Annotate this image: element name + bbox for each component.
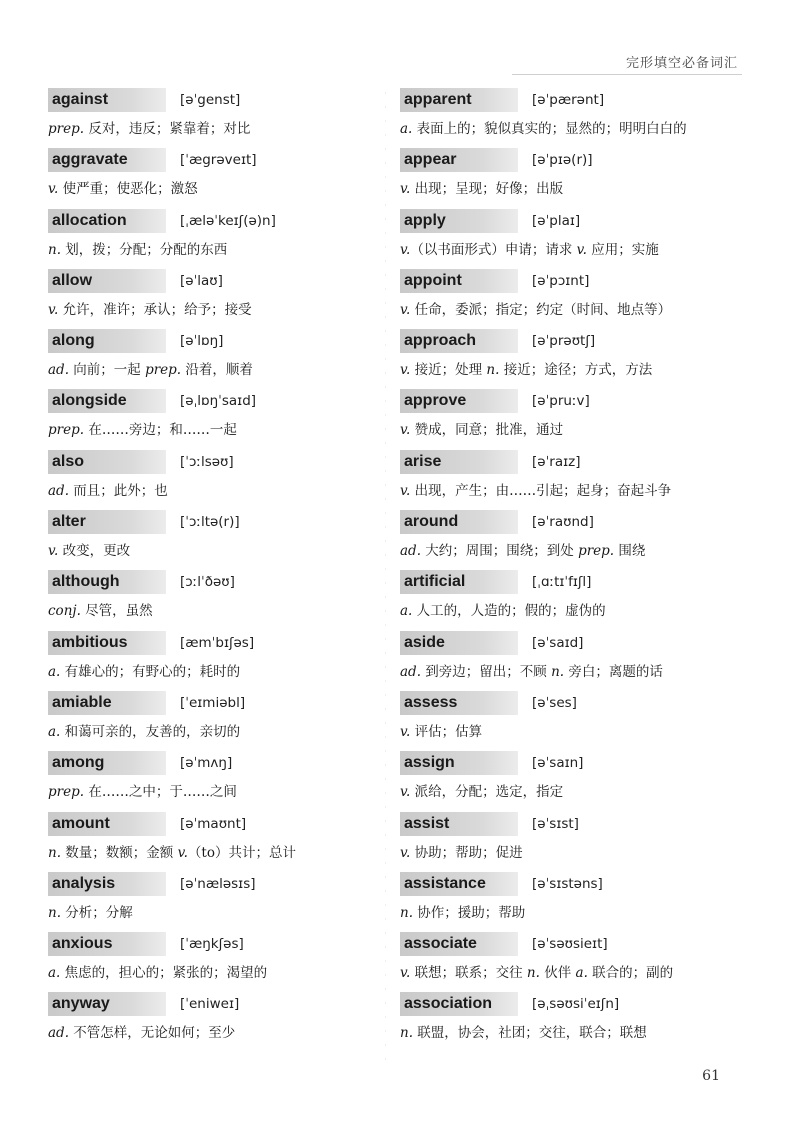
phonetic: [əˈlɒŋ]	[180, 333, 224, 350]
part-of-speech: ad.	[48, 482, 69, 499]
part-of-speech: v.	[400, 301, 411, 318]
definition	[400, 117, 687, 137]
phonetic: [əˈmʌŋ]	[180, 755, 233, 772]
headword: approve	[400, 389, 518, 413]
definition	[48, 358, 253, 378]
part-of-speech: ad.	[48, 362, 69, 379]
part-of-speech: a.	[575, 965, 588, 982]
part-of-speech: v.	[48, 181, 59, 198]
part-of-speech: v.	[400, 844, 411, 861]
entry-head	[48, 872, 378, 896]
definition-text: 不管怎样，无论如何；至少	[68, 1025, 236, 1042]
definition-text: 评估；估算	[410, 723, 483, 740]
entry-head	[48, 450, 378, 474]
definition	[48, 1021, 235, 1041]
entry-head	[48, 389, 378, 413]
vocab-entry	[48, 812, 378, 872]
definition	[48, 780, 237, 800]
definition-text: 协助；帮助；促进	[410, 844, 523, 861]
headword: artificial	[400, 570, 518, 594]
entry-head	[400, 329, 730, 353]
definition	[48, 177, 198, 197]
definition-text: 出现，产生；由……引起；起身；奋起斗争	[410, 482, 672, 499]
part-of-speech: v.	[400, 965, 411, 982]
headword: apply	[400, 209, 518, 233]
phonetic: [əˈnæləsɪs]	[180, 875, 256, 892]
phonetic: [əˈsəʊsieɪt]	[532, 936, 608, 953]
part-of-speech: n.	[48, 844, 61, 861]
part-of-speech: v.	[400, 422, 411, 439]
definition-text: 联想；联系；交往	[410, 965, 527, 982]
definition-text: 协作；援助；帮助	[413, 904, 526, 921]
phonetic: [ˈɔːltə(r)]	[180, 514, 240, 531]
phonetic: [ˌɑːtɪˈfɪʃl]	[532, 574, 592, 591]
vocab-entry	[400, 992, 730, 1052]
headword: analysis	[48, 872, 166, 896]
part-of-speech: v.	[400, 181, 411, 198]
phonetic: [əˈlaʊ]	[180, 272, 223, 289]
phonetic: [əˈsaɪd]	[532, 634, 584, 651]
definition-text: 伙伴	[539, 965, 576, 982]
part-of-speech: v.	[400, 784, 411, 801]
definition-text: 而且；此外；也	[68, 482, 168, 499]
part-of-speech: v.	[48, 543, 59, 560]
entry-head	[400, 209, 730, 233]
definition	[400, 961, 673, 981]
vocab-entry	[48, 389, 378, 449]
part-of-speech: ad.	[400, 543, 421, 560]
definition	[48, 238, 227, 258]
phonetic: [əˈpɔɪnt]	[532, 272, 590, 289]
definition-text: 反对，违反；紧靠着；对比	[84, 121, 251, 137]
entry-head	[400, 389, 730, 413]
phonetic: [əˈmaʊnt]	[180, 815, 247, 832]
part-of-speech: n.	[400, 904, 413, 921]
vocab-entry	[400, 570, 730, 630]
definition-text: 向前；一起	[68, 362, 146, 379]
headword: amiable	[48, 691, 166, 715]
headword: against	[48, 88, 166, 112]
definition-text: 数量；数额；金额	[61, 844, 178, 861]
entry-head	[400, 872, 730, 896]
headword: assist	[400, 812, 518, 836]
definition-text: 大约；周围；围绕；到处	[420, 543, 579, 560]
part-of-speech: conj.	[48, 603, 81, 620]
phonetic: [əˈpɪə(r)]	[532, 152, 593, 169]
phonetic: [əˈpruːv]	[532, 393, 590, 410]
part-of-speech: ad.	[400, 663, 421, 680]
part-of-speech: n.	[48, 241, 61, 258]
phonetic: [ɔːlˈðəʊ]	[180, 574, 235, 591]
definition-text: 联盟，协会，社团；交往，联合；联想	[413, 1025, 647, 1042]
entry-head	[400, 570, 730, 594]
definition-text: 沿着，顺着	[181, 362, 253, 379]
definition	[400, 539, 645, 559]
phonetic: [əˈraʊnd]	[532, 514, 594, 531]
part-of-speech: v.	[400, 362, 411, 379]
definition-text: 分析；分解	[61, 904, 133, 921]
gutter-mark	[385, 92, 386, 1072]
definition	[400, 720, 482, 740]
definition-text: 在……之中；于……之间	[84, 784, 237, 801]
definition	[48, 599, 153, 619]
vocab-entry	[48, 751, 378, 811]
vocab-entry	[48, 329, 378, 389]
definition-text: 在……旁边；和……一起	[84, 422, 237, 439]
definition-text: 使严重；使恶化；激怒	[58, 181, 198, 198]
entry-head	[48, 329, 378, 353]
entry-head	[48, 932, 378, 956]
part-of-speech: v.	[400, 482, 411, 499]
vocab-entry	[400, 932, 730, 992]
part-of-speech: a.	[48, 965, 61, 982]
entry-head	[48, 88, 378, 112]
vocab-entry	[400, 510, 730, 570]
headword: appoint	[400, 269, 518, 293]
definition-text: 有雄心的；有野心的；耗时的	[60, 663, 241, 680]
part-of-speech: n.	[551, 663, 565, 680]
definition-text: 旁白；离题的话	[564, 663, 663, 680]
headword: apparent	[400, 88, 518, 112]
headword: alongside	[48, 389, 166, 413]
definition-text: 划，拨；分配；分配的东西	[61, 241, 228, 258]
part-of-speech: a.	[400, 603, 413, 620]
part-of-speech: a.	[48, 723, 61, 740]
definition-text: 联合的；副的	[587, 965, 674, 982]
entry-head	[400, 269, 730, 293]
vocab-entry	[48, 209, 378, 269]
definition	[48, 117, 250, 137]
definition-text: 出现；呈现；好像；出版	[410, 181, 564, 198]
vocab-entry	[48, 992, 378, 1052]
headword: alter	[48, 510, 166, 534]
definition	[400, 358, 652, 378]
part-of-speech: prep.	[48, 422, 85, 439]
definition-text: 焦虑的，担心的；紧张的；渴望的	[60, 965, 268, 982]
entry-head	[400, 691, 730, 715]
definition	[400, 780, 563, 800]
headword: assistance	[400, 872, 518, 896]
definition-text: 派给，分配；选定，指定	[410, 784, 564, 801]
definition	[48, 660, 240, 680]
definition	[48, 479, 168, 499]
vocabulary-column-left	[48, 88, 378, 1053]
vocab-entry	[400, 751, 730, 811]
definition-text: 赞成，同意；批准，通过	[410, 422, 564, 439]
vocab-entry	[48, 872, 378, 932]
headword: allow	[48, 269, 166, 293]
headword: aside	[400, 631, 518, 655]
part-of-speech: prep.	[145, 362, 182, 379]
entry-head	[48, 751, 378, 775]
definition-text: 和蔼可亲的，友善的，亲切的	[60, 723, 241, 740]
entry-head	[400, 751, 730, 775]
definition	[400, 238, 659, 258]
headword: around	[400, 510, 518, 534]
part-of-speech: v.	[48, 301, 59, 318]
definition	[400, 177, 563, 197]
entry-head	[48, 570, 378, 594]
headword: among	[48, 751, 166, 775]
entry-head	[400, 932, 730, 956]
entry-head	[400, 510, 730, 534]
phonetic: [əˌsəʊsiˈeɪʃn]	[532, 996, 620, 1013]
definition	[48, 418, 237, 438]
part-of-speech: prep.	[48, 121, 85, 137]
definition	[400, 660, 663, 680]
vocab-entry	[400, 872, 730, 932]
definition-text: 接近；途径；方式，方法	[499, 362, 653, 379]
definition-text: 表面上的；貌似真实的；显然的；明明白白的	[412, 121, 687, 137]
headword: anyway	[48, 992, 166, 1016]
headword: although	[48, 570, 166, 594]
phonetic: [əˈgenst]	[180, 92, 241, 108]
part-of-speech: n.	[48, 904, 61, 921]
definition-text: 应用；实施	[586, 241, 659, 258]
entry-head	[400, 450, 730, 474]
definition	[400, 298, 671, 318]
headword: also	[48, 450, 166, 474]
phonetic: [əˈraɪz]	[532, 453, 581, 470]
entry-head	[48, 631, 378, 655]
definition-text: 改变，更改	[58, 543, 131, 560]
headword: amount	[48, 812, 166, 836]
headword: assign	[400, 751, 518, 775]
phonetic: [əˌlɒŋˈsaɪd]	[180, 393, 257, 410]
definition	[400, 479, 671, 499]
definition	[48, 961, 267, 981]
vocab-entry	[48, 269, 378, 329]
entry-head	[48, 992, 378, 1016]
entry-head	[400, 812, 730, 836]
part-of-speech: v.	[400, 241, 411, 258]
definition	[48, 298, 252, 318]
part-of-speech: ad.	[48, 1025, 69, 1042]
vocab-entry	[48, 570, 378, 630]
phonetic: [ˈeɪmiəbl]	[180, 694, 246, 711]
phonetic: [əˈplaɪ]	[532, 212, 581, 229]
part-of-speech: n.	[486, 362, 500, 379]
entry-head	[48, 691, 378, 715]
definition-text: 尽管，虽然	[80, 603, 153, 620]
headword: appear	[400, 148, 518, 172]
headword: allocation	[48, 209, 166, 233]
part-of-speech: n.	[400, 1025, 413, 1042]
definition-text: （以书面形式）申请；请求	[410, 241, 577, 258]
part-of-speech: v.	[576, 241, 587, 258]
entry-head	[48, 148, 378, 172]
part-of-speech: prep.	[578, 543, 615, 560]
part-of-speech: prep.	[48, 784, 85, 801]
definition	[400, 841, 523, 861]
vocab-entry	[400, 450, 730, 510]
definition-text: 接近；处理	[410, 362, 487, 379]
entry-head	[48, 209, 378, 233]
vocab-entry	[400, 691, 730, 751]
vocab-entry	[48, 691, 378, 751]
definition-text: 围绕	[614, 543, 646, 560]
entry-head	[48, 269, 378, 293]
definition-text: （to）共计；总计	[187, 844, 296, 861]
headword: associate	[400, 932, 518, 956]
definition-text: 到旁边；留出；不顾	[420, 663, 552, 680]
headword: approach	[400, 329, 518, 353]
headword: along	[48, 329, 166, 353]
vocab-entry	[48, 631, 378, 691]
definition	[48, 841, 296, 861]
headword: aggravate	[48, 148, 166, 172]
vocab-entry	[48, 932, 378, 992]
vocab-entry	[400, 389, 730, 449]
phonetic: [ˈægrəveɪt]	[180, 152, 257, 169]
entry-head	[48, 812, 378, 836]
phonetic: [æmˈbɪʃəs]	[180, 634, 255, 651]
vocab-entry	[48, 510, 378, 570]
part-of-speech: a.	[48, 663, 61, 680]
definition	[400, 599, 606, 619]
vocab-entry	[400, 269, 730, 329]
vocab-entry	[400, 209, 730, 269]
running-header: 完形填空必备词汇	[625, 56, 738, 71]
headword: ambitious	[48, 631, 166, 655]
vocabulary-column-right	[400, 88, 730, 1053]
part-of-speech: v.	[177, 844, 188, 861]
vocab-entry	[48, 148, 378, 208]
definition-text: 允许，准许；承认；给予；接受	[58, 301, 252, 318]
vocab-entry	[48, 450, 378, 510]
vocab-entry	[400, 148, 730, 208]
vocab-entry	[48, 88, 378, 148]
vocab-entry	[400, 329, 730, 389]
part-of-speech: n.	[526, 965, 540, 982]
vocab-entry	[400, 812, 730, 872]
entry-head	[48, 510, 378, 534]
headword: assess	[400, 691, 518, 715]
phonetic: [əˈsaɪn]	[532, 755, 584, 772]
entry-head	[400, 88, 730, 112]
part-of-speech: v.	[400, 723, 411, 740]
phonetic: [əˈprəʊtʃ]	[532, 333, 596, 350]
entry-head	[400, 631, 730, 655]
entry-head	[400, 148, 730, 172]
definition	[48, 901, 133, 921]
entry-head	[400, 992, 730, 1016]
definition	[400, 418, 563, 438]
definition	[400, 901, 525, 921]
header-rule	[512, 74, 742, 75]
definition	[48, 720, 240, 740]
vocab-entry	[400, 631, 730, 691]
phonetic: [əˈses]	[532, 694, 577, 711]
phonetic: [əˈsɪstəns]	[532, 875, 603, 892]
vocab-entry	[400, 88, 730, 148]
definition-text: 任命，委派；指定；约定（时间、地点等）	[410, 301, 672, 318]
phonetic: [əˈsɪst]	[532, 815, 579, 832]
phonetic: [ˌæləˈkeɪʃ(ə)n]	[180, 212, 276, 229]
headword: anxious	[48, 932, 166, 956]
definition	[48, 539, 130, 559]
phonetic: [ˈeniweɪ]	[180, 996, 240, 1013]
phonetic: [ˈɔːlsəʊ]	[180, 453, 234, 470]
headword: arise	[400, 450, 518, 474]
definition-text: 人工的，人造的；假的；虚伪的	[412, 603, 606, 620]
page-number: 61	[702, 1068, 720, 1084]
headword: association	[400, 992, 518, 1016]
definition	[400, 1021, 647, 1041]
phonetic: [əˈpærənt]	[532, 92, 605, 108]
phonetic: [ˈæŋkʃəs]	[180, 936, 244, 953]
part-of-speech: a.	[400, 121, 413, 137]
